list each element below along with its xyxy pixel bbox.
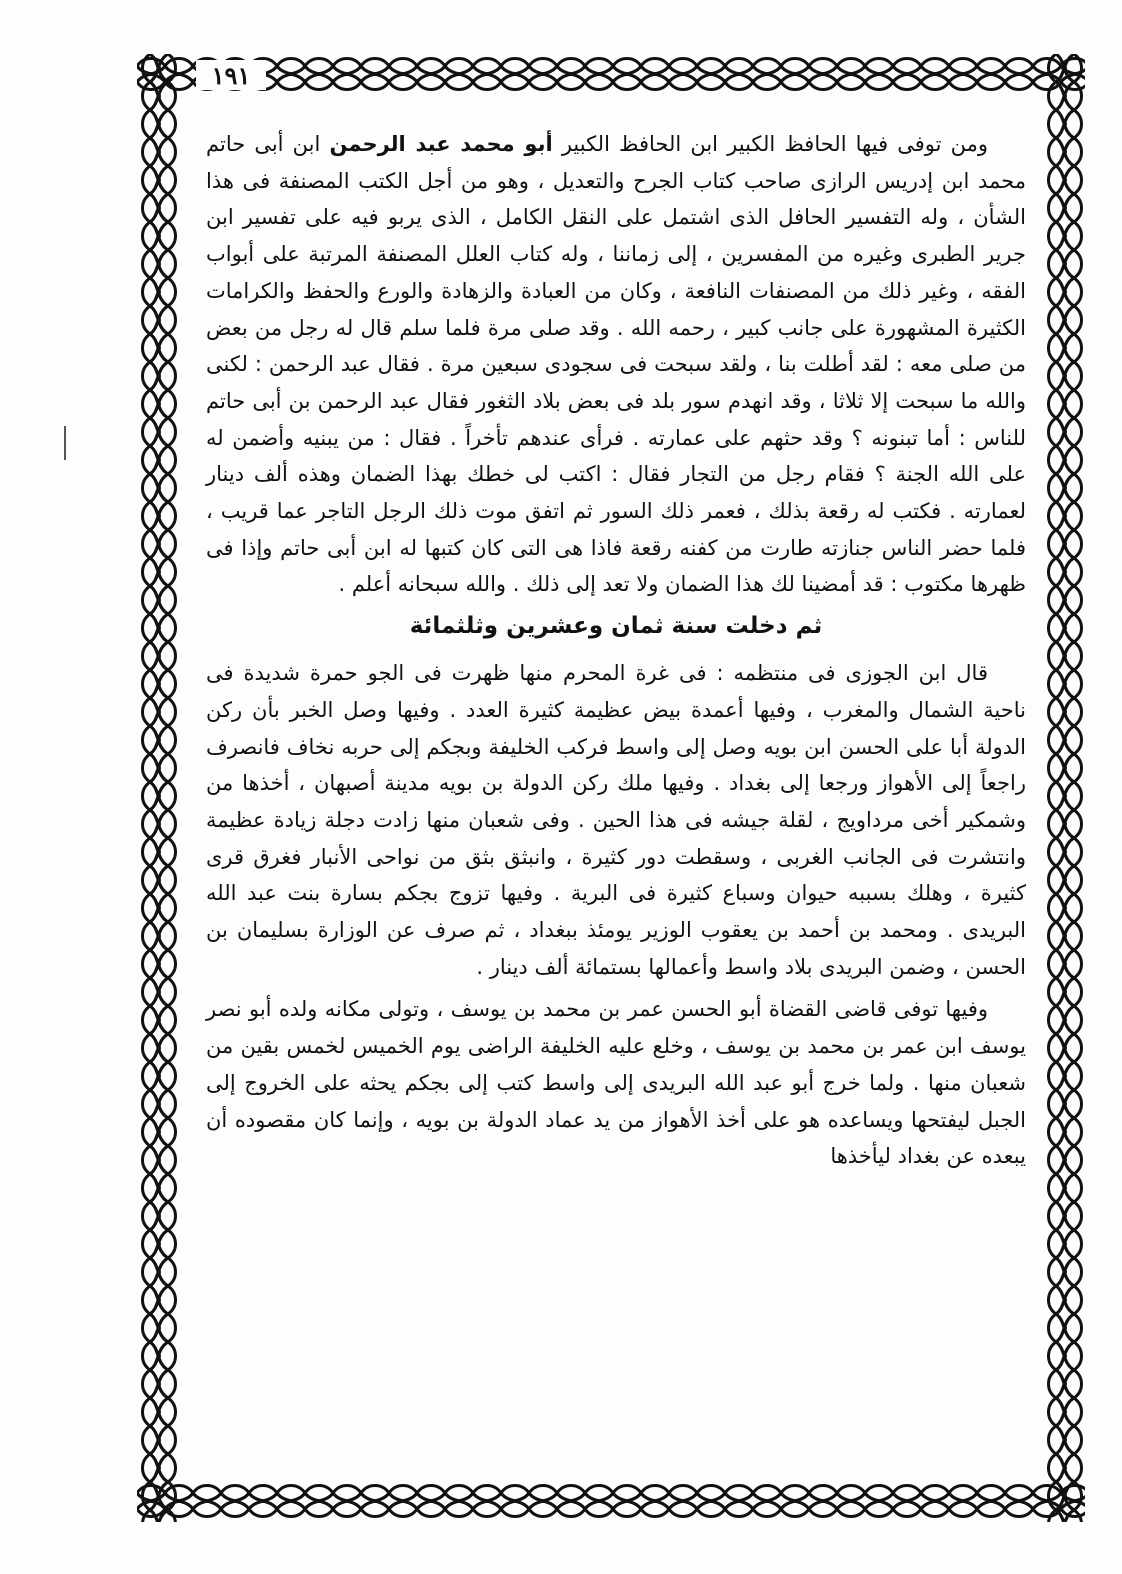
paragraph-obituary-ibn-abi-hatim bbox=[206, 126, 1026, 603]
bold-name: أبو محمد عبد الرحمن bbox=[329, 132, 553, 156]
ornamental-border-top bbox=[137, 54, 1085, 94]
page-number: ١٩١ bbox=[211, 60, 251, 90]
section-heading: ثم دخلت سنة ثمان وعشرين وثلثمائة bbox=[409, 613, 823, 640]
paragraph-year-events: قال ابن الجوزى فى منتظمه : فى غرة المحرم منها ظهرت فى الجو حمرة شديدة فى ناحية الشمال والمغرب ، وفيها أعمدة بيض عظيمة كثيرة العدد . وفيها وصل الخبر بأن ركن الدولة أبا على الحسن ابن بويه وصل إلى واسط فركب الخليفة وبجكم إلى حربه نخاف فانصرف راجعاً إلى الأهواز ورجعا إلى بغداد . وفيها ملك ركن الدولة بن بويه مدينة أصبهان ، أخذها من وشمكير أخى مرداويج ، لقلة جيشه فى هذا الحين . وفى شعبان منها زادت دجلة زيادة عظيمة وانتشرت فى الجانب الغربى ، وسقطت دور كثيرة ، وانبثق بثق من نواحى الأنبار فغرق قرى كثيرة ، وهلك بسببه حيوان وسباع كثيرة فى البرية . وفيها تزوج بجكم بسارة بنت عبد الله البريدى . ومحمد بن أحمد بن يعقوب الوزير يومئذ ببغداد ، ثم صرف عن الوزارة بسليمان بن الحسن ، وضمن البريدى بلاد واسط وأعمالها بستمائة ألف دينار . bbox=[206, 661, 1026, 979]
margin-mark bbox=[64, 426, 66, 460]
paragraph-text: ومن توفى فيها الحافظ الكبير ابن الحافظ الكبير bbox=[552, 132, 988, 156]
ornamental-border-right bbox=[1043, 54, 1087, 1522]
ornamental-border-bottom bbox=[137, 1480, 1085, 1522]
paragraph-text: ابن أبى حاتم محمد ابن إدريس الرازى صاحب كتاب الجرح والتعديل ، وهو من أجل الكتب المصنفة فى هذا الشأن ، وله التفسير الحافل الذى اشتمل على النقل الكامل ، الذى يربو فيه على تفسير ابن جرير الطبرى وغيره من المفسرين ، إلى زماننا ، وله كتاب العلل المصنفة المرتبة على أبواب الفقه ، وغير ذلك من المصنفات النافعة ، وكان من العبادة والزهادة والورع والحفظ والكرامات الكثيرة المشهورة على جانب كبير ، رحمه الله . وقد صلى مرة فلما سلم قال له رجل من بعض من صلى معه : لقد أطلت بنا ، ولقد سبحت فى سجودى سبعين مرة . فقال عبد الرحمن : لكنى والله ما سبحت إلا ثلاثا ، وقد انهدم سور بلد فى بعض بلاد الثغور فقال عبد الرحمن بن أبى حاتم للناس : أما تبنونه ؟ وقد حثهم على عمارته . فرأى عندهم تأخراً . فقال : من يبنيه وأضمن له على الله الجنة ؟ فقام رجل من التجار فقال : اكتب لى خطك بهذا الضمان وهذه ألف دينار لعمارته . فكتب له رقعة بذلك ، فعمر ذلك السور ثم اتفق موت ذلك الرجل التاجر عما قريب ، فلما حضر الناس جنازته طارت من كفنه رقعة فاذا هى التى كان كتبها له ابن أبى حاتم وإذا فى ظهرها مكتوب : قد أمضينا لك هذا الضمان ولا تعد إلى ذلك . والله سبحانه أعلم . bbox=[206, 132, 1026, 597]
page-body bbox=[206, 126, 1026, 1456]
page-number-container bbox=[196, 60, 266, 90]
paragraph-chief-judge: وفيها توفى قاضى القضاة أبو الحسن عمر بن محمد بن يوسف ، وتولى مكانه ولده أبو نصر يوسف ابن عمر بن محمد بن يوسف ، وخلع عليه الخليفة الراضى يوم الخميس لخمس بقين من شعبان منها . ولما خرج أبو عبد الله البريدى إلى واسط كتب إلى بجكم يحثه على الخروج إلى الجبل ليفتحها ويساعده هو على أخذ الأهواز من يد عماد الدولة بن بويه ، وإنما كان مقصوده أن يبعده عن بغداد ليأخذها bbox=[206, 997, 1026, 1169]
ornamental-border-left bbox=[137, 54, 181, 1522]
